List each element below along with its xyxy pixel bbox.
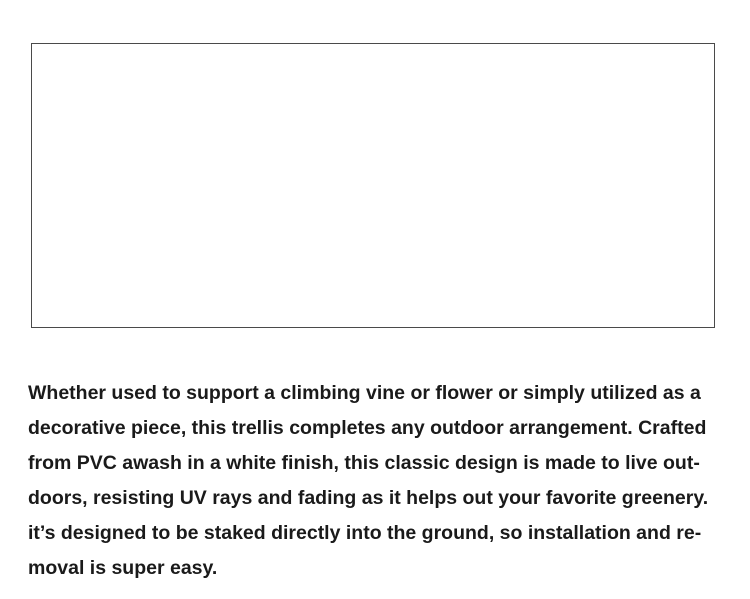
description-line: from PVC awash in a white finish, this classic design is made to live out- <box>28 452 700 474</box>
description-line: doors, resisting UV rays and fading as it helps out your favorite greenery. <box>28 487 709 509</box>
description-line: it’s designed to be staked directly into the ground, so installation and re- <box>28 522 702 544</box>
description-line: moval is super easy. <box>28 557 218 579</box>
description-line: decorative piece, this trellis completes any outdoor arrangement. Crafted <box>28 417 707 439</box>
product-description <box>28 376 733 586</box>
description-line: Whether used to support a climbing vine or flower or simply utilized as a <box>28 382 701 404</box>
product-image-placeholder <box>31 43 715 328</box>
